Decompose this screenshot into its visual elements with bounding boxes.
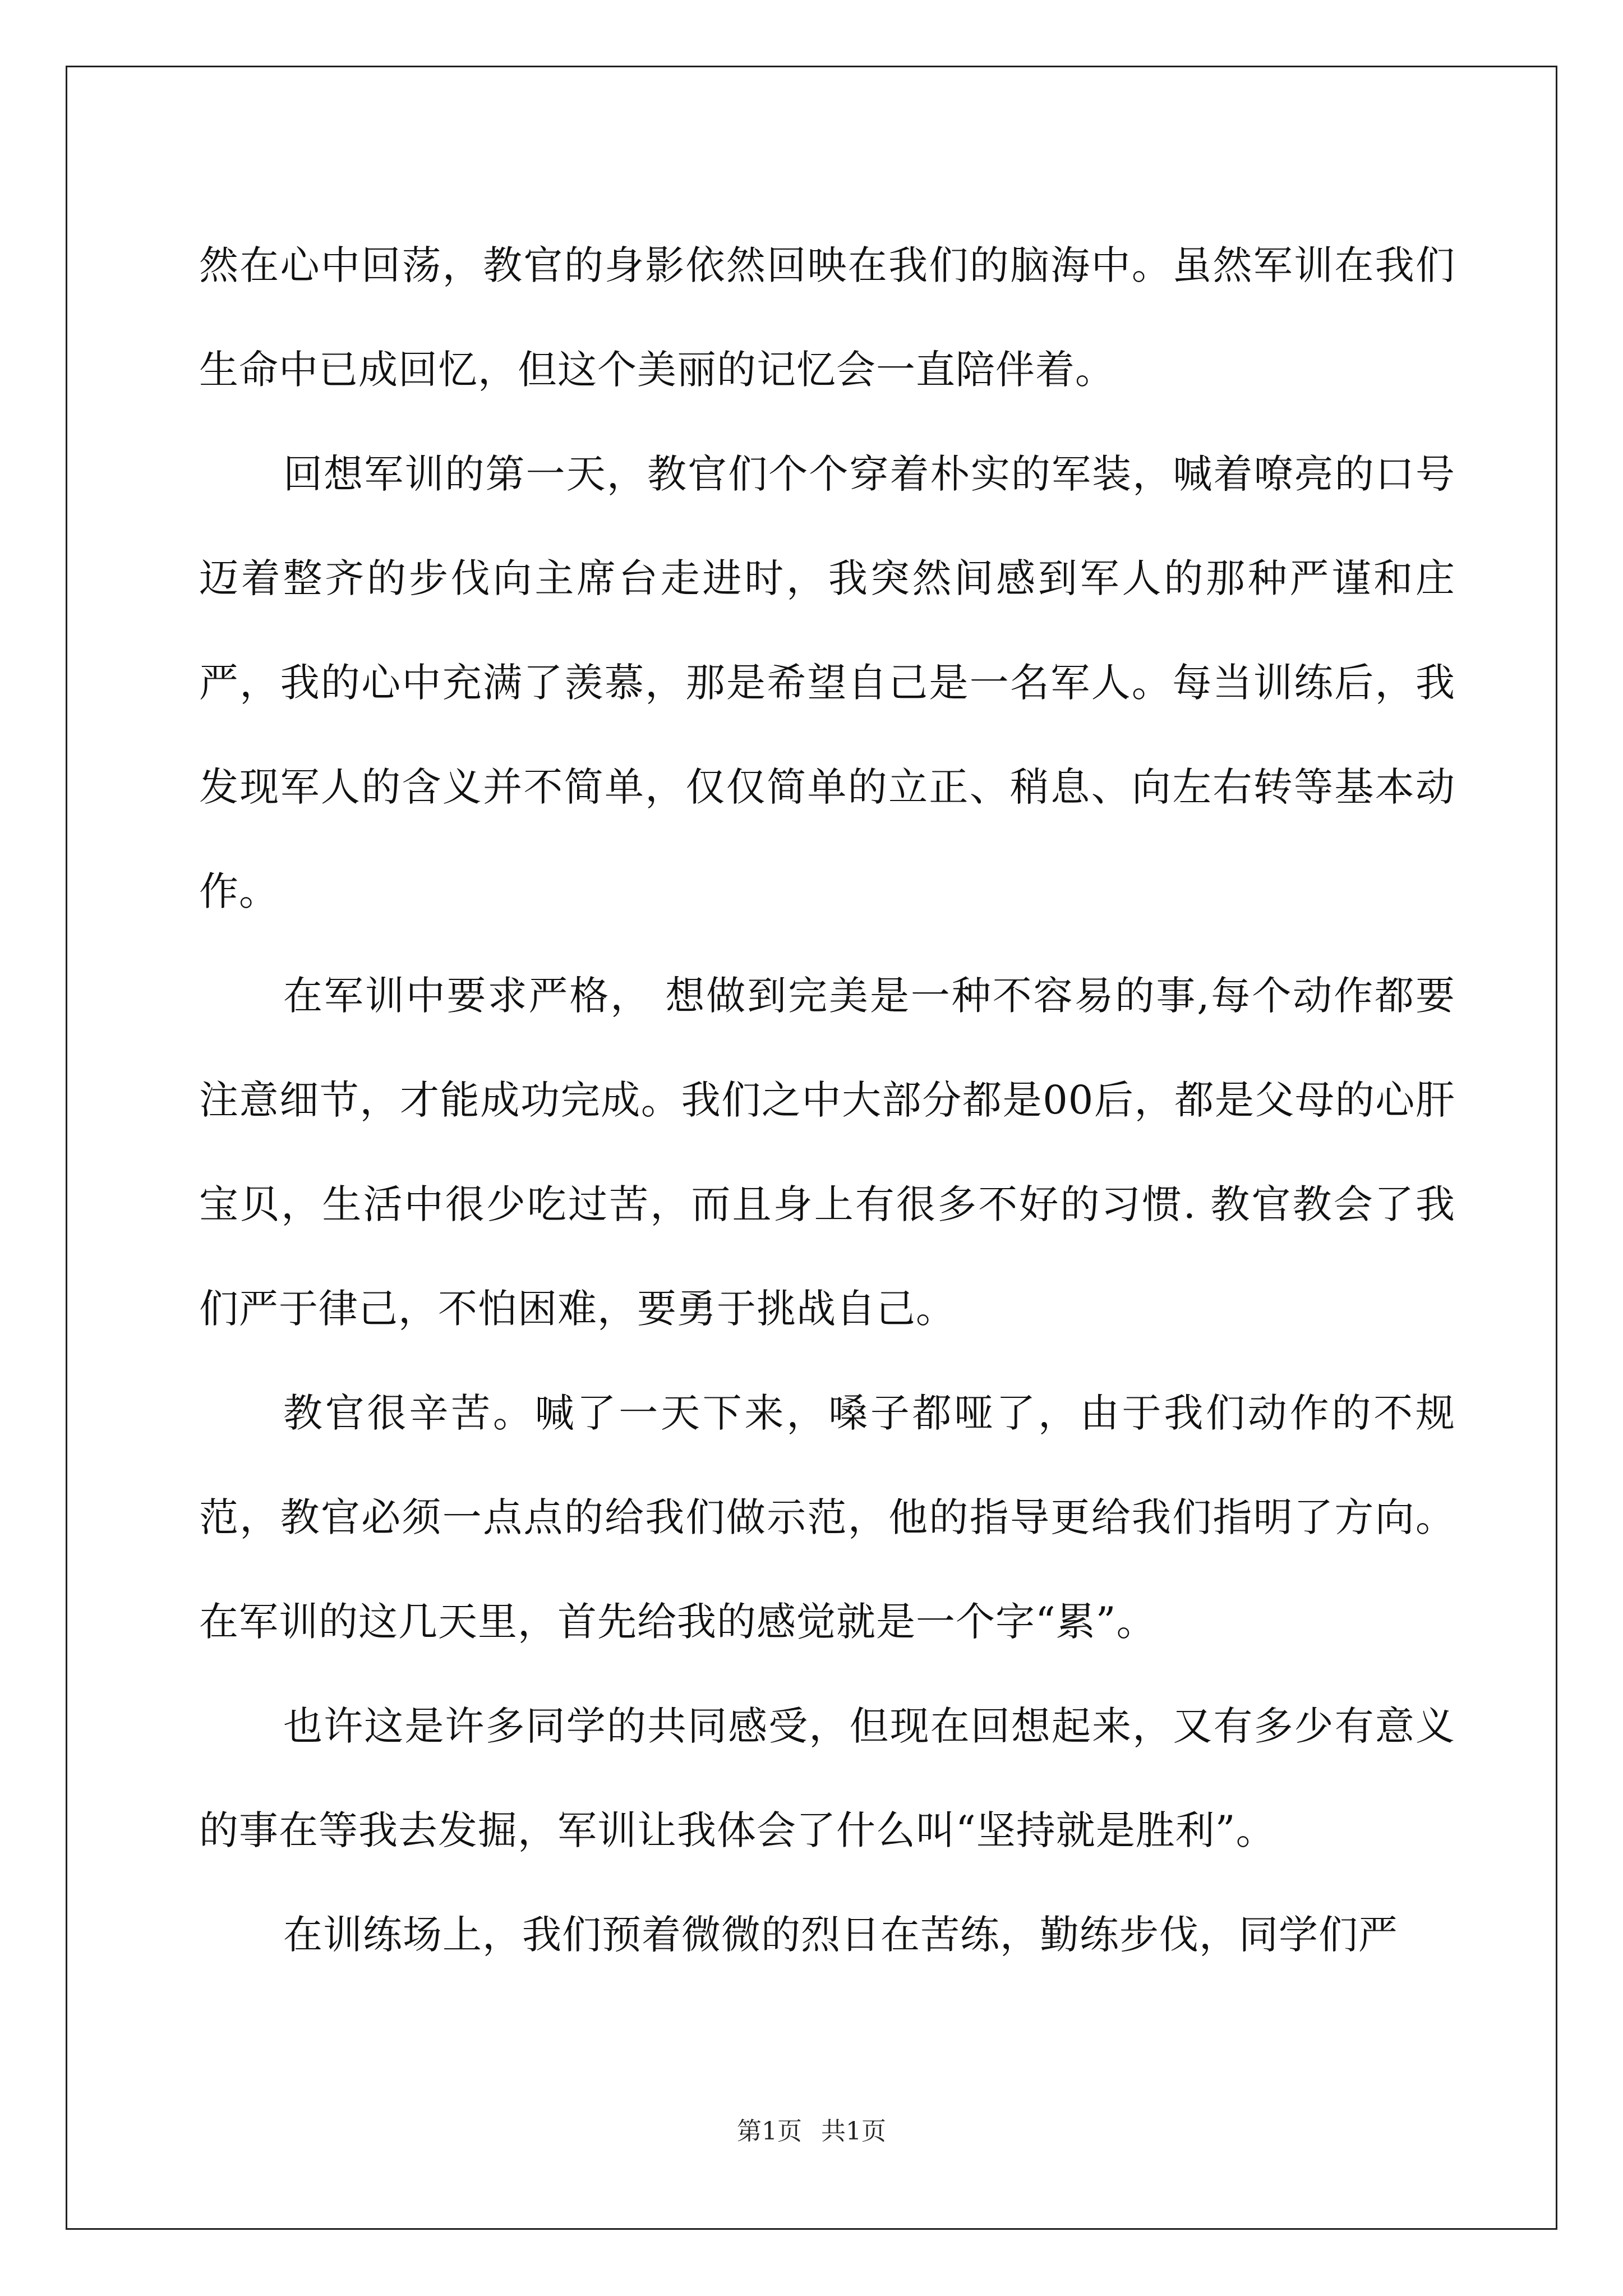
paragraph-3: 在军训中要求严格， 想做到完美是一种不容易的事,每个动作都要注意细节，才能成功完成。我们之中大部分都是00后，都是父母的心肝宝贝，生活中很少吃过苦，而且身上有很多不好的习惯. 教官教会了我们严于律己，不怕困难，要勇于挑战自己。 [199,973,1456,1332]
paragraph-5: 也许这是许多同学的共同感受，但现在回想起来，又有多少有意义的事在等我去发掘，军训让我体会了什么叫“坚持就是胜利”。 [199,1703,1455,1853]
paragraph-2: 回想军训的第一天，教官们个个穿着朴实的军装，喊着嘹亮的口号迈着整齐的步伐向主席台走进时，我突然间感到军人的那种严谨和庄严，我的心中充满了羡慕，那是希望自己是一名军人。每当训练后，我发现军人的含义并不简单，仅仅简单的立正、稍息、向左右转等基本动作。 [199,451,1455,914]
page-number: 第1页 [737,2117,802,2146]
paragraph-4: 教官很辛苦。喊了一天下来，嗓子都哑了，由于我们动作的不规范，教官必须一点点的给我们做示范，他的指导更给我们指明了方向。在军训的这几天里，首先给我的感觉就是一个字“累”。 [199,1390,1455,1645]
paragraph-6: 在训练场上，我们预着微微的烈日在苦练，勤练步伐，同学们严 [283,1912,1398,1958]
page-total: 共1页 [821,2117,886,2146]
page-footer [0,2115,1623,2148]
paragraph-1: 然在心中回荡，教官的身影依然回映在我们的脑海中。虽然军训在我们生命中已成回忆，但这个美丽的记忆会一直陪伴着。 [199,242,1455,393]
document-body [199,213,1455,1987]
